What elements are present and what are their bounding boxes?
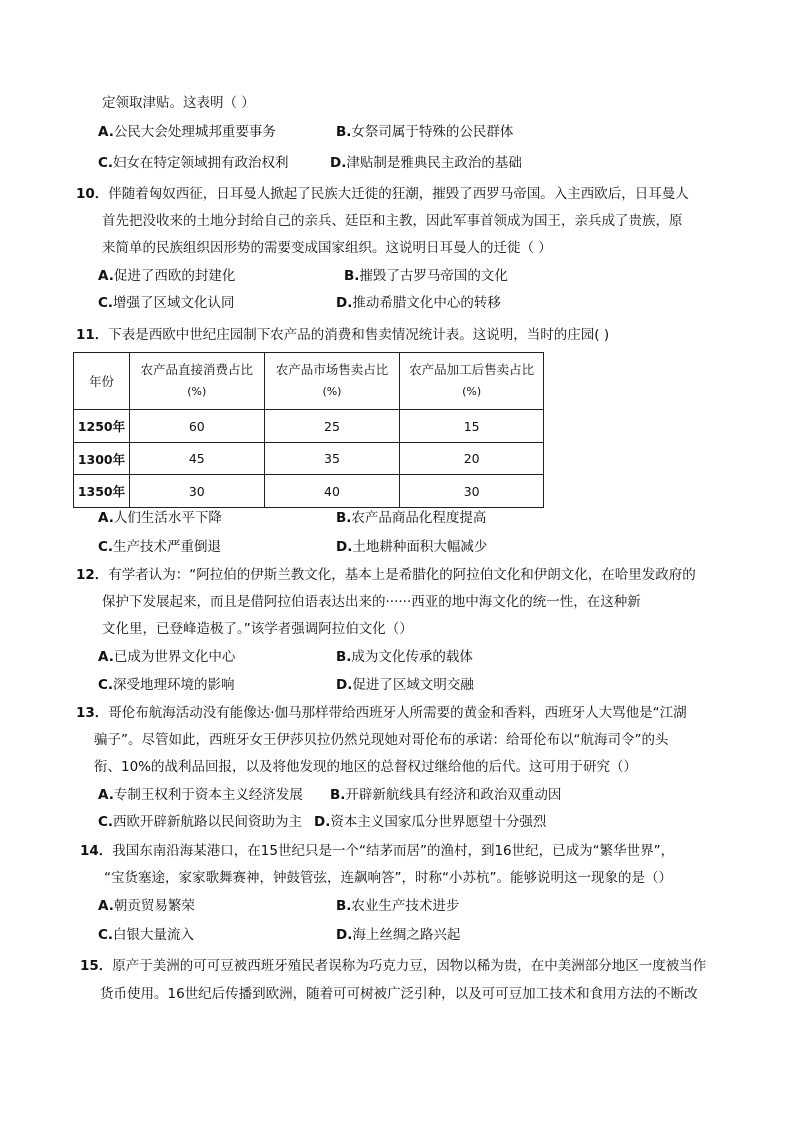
q15-stem-line1: 15．原产于美洲的可可豆被西班牙殖民者误称为巧克力豆，因物以稀为贵，在中美洲部分地区一度被当作 <box>80 958 707 974</box>
cell-direct: 60 <box>129 410 264 443</box>
cell-market: 35 <box>264 443 400 475</box>
q14-option-b: B.农业生产技术进步 <box>336 898 460 914</box>
table-row <box>74 443 544 475</box>
q14-stem-line2: “宝货塞途，家家歌舞赛神，钟鼓管弦，连飙响答”，时称“小苏杭”。能够说明这一现象的是（） <box>104 870 672 886</box>
q13-stem-line1: 13．哥伦布航海活动没有能像达·伽马那样带给西班牙人所需要的黄金和香料，西班牙人大骂他是“江湖 <box>76 705 687 721</box>
q12-option-d: D.促进了区域文明交融 <box>336 677 474 693</box>
q12-option-c: C.深受地理环境的影响 <box>98 677 235 693</box>
q12-stem-line2: 保护下发展起来，而且是借阿拉伯语表达出来的······西亚的地中海文化的统一性，在这种新 <box>102 594 641 610</box>
cell-processed: 20 <box>400 443 544 475</box>
q9-option-b: B.女祭司属于特殊的公民群体 <box>336 124 514 140</box>
q13-option-a: A.专制王权利于资本主义经济发展 <box>98 787 303 803</box>
q9-stem-continuation: 定领取津贴。这表明（ ） <box>102 95 255 111</box>
q12-option-a: A.已成为世界文化中心 <box>98 649 236 665</box>
q12-stem-line1: 12．有学者认为：“阿拉伯的伊斯兰教文化，基本上是希腊化的阿拉伯文化和伊朗文化，在哈里发政府的 <box>76 567 696 583</box>
header-direct-consumption: 农产品直接消费占比 (%) <box>129 353 264 410</box>
q10-option-a: A.促进了西欧的封建化 <box>98 268 236 284</box>
q10-stem-line3: 来简单的民族组织因形势的需要变成国家组织。这说明日耳曼人的迁徙（ ） <box>102 240 552 256</box>
q10-stem-line2: 首先把没收来的土地分封给自己的亲兵、廷臣和主教，因此军事首领成为国王，亲兵成了贵族，原 <box>102 213 683 229</box>
q13-option-b: B.开辟新航线具有经济和政治双重动因 <box>330 787 562 803</box>
header-year: 年份 <box>74 353 130 410</box>
cell-direct: 45 <box>129 443 264 475</box>
q9-option-d: D.津贴制是雅典民主政治的基础 <box>330 155 522 171</box>
header-processed-sale: 农产品加工后售卖占比 (%) <box>400 353 544 410</box>
cell-processed: 30 <box>400 475 544 508</box>
row-year: 1250年 <box>74 410 130 443</box>
row-year: 1350年 <box>74 475 130 508</box>
q11-option-b: B.农产品商品化程度提高 <box>336 510 487 526</box>
row-year: 1300年 <box>74 443 130 475</box>
q14-stem-line1: 14．我国东南沿海某港口，在15世纪只是一个“结茅而居”的渔村，到16世纪，已成为“繁华世界”， <box>80 843 675 859</box>
q14-option-a: A.朝贡贸易繁荣 <box>98 898 195 914</box>
cell-market: 40 <box>264 475 400 508</box>
q12-option-b: B.成为文化传承的载体 <box>336 649 473 665</box>
table-header-row <box>74 353 544 410</box>
q12-stem-line3: 文化里，已登峰造极了。”该学者强调阿拉伯文化（） <box>102 621 413 637</box>
q11-stem: 11．下表是西欧中世纪庄园制下农产品的消费和售卖情况统计表。这说明，当时的庄园( ) <box>76 327 610 343</box>
q11-option-c: C.生产技术严重倒退 <box>98 539 222 555</box>
q13-option-d: D.资本主义国家瓜分世界愿望十分强烈 <box>314 814 547 830</box>
q10-option-c: C.增强了区域文化认同 <box>98 295 235 311</box>
q11-option-a: A.人们生活水平下降 <box>98 510 222 526</box>
q15-stem-line2: 货币使用。16世纪后传播到欧洲，随着可可树被广泛引种，以及可可豆加工技术和食用方法的不断改 <box>100 986 698 1002</box>
q14-option-d: D.海上丝绸之路兴起 <box>336 927 461 943</box>
q11-statistics-table <box>73 352 544 508</box>
q13-stem-line3: 衔、10%的战利品回报，以及将他发现的地区的总督权过继给他的后代。这可用于研究（） <box>94 759 638 775</box>
table-row <box>74 475 544 508</box>
cell-direct: 30 <box>129 475 264 508</box>
table-row <box>74 410 544 443</box>
q13-option-c: C.西欧开辟新航路以民间资助为主 <box>98 814 303 830</box>
q11-option-d: D.土地耕种面积大幅减少 <box>336 539 488 555</box>
q14-option-c: C.白银大量流入 <box>98 927 195 943</box>
q10-stem-line1: 10．伴随着匈奴西征，日耳曼人掀起了民族大迁徙的狂潮，摧毁了西罗马帝国。入主西欧后，日耳曼人 <box>76 186 689 202</box>
q9-option-a: A.公民大会处理城邦重要事务 <box>98 124 276 140</box>
q10-option-b: B.摧毁了古罗马帝国的文化 <box>344 268 508 284</box>
cell-processed: 15 <box>400 410 544 443</box>
q13-stem-line2: 骗子”。尽管如此，西班牙女王伊莎贝拉仍然兑现她对哥伦布的承诺：给哥伦布以“航海司令”的头 <box>94 732 669 748</box>
cell-market: 25 <box>264 410 400 443</box>
q10-option-d: D.推动希腊文化中心的转移 <box>336 295 501 311</box>
header-market-sale: 农产品市场售卖占比 (%) <box>264 353 400 410</box>
q9-option-c: C.妇女在特定领域拥有政治权利 <box>98 155 289 171</box>
